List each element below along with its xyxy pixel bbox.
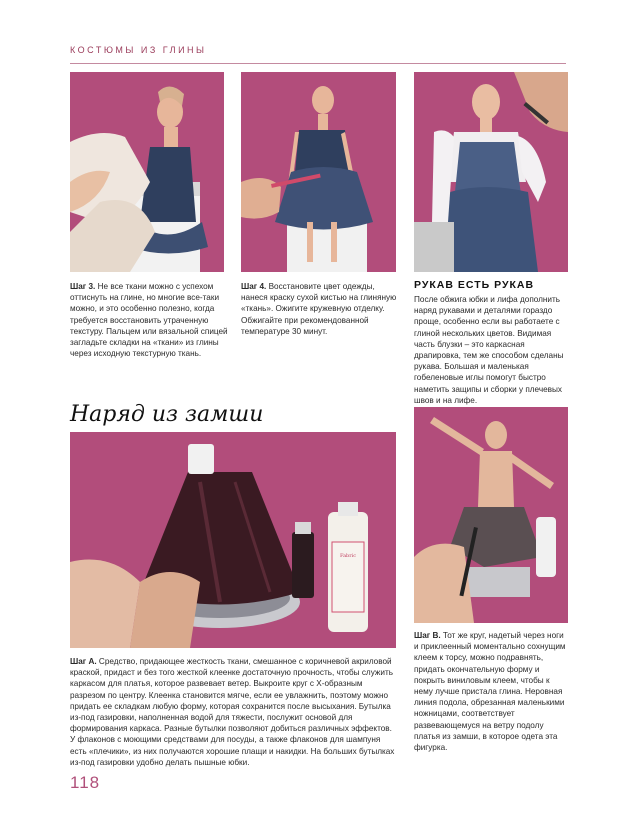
step-4-text: Восстановите цвет одежды, нанеся краску сухой кистью на глиняную «ткань». Ожигите кружевную отделку. Обжигайте при рекомендованной температуре 30 минут. [241,282,397,336]
caption-step-4 [241,281,399,337]
step-3-label: Шаг 3. [70,282,96,291]
running-header: КОСТЮМЫ ИЗ ГЛИНЫ [70,45,207,55]
photo-step-a [70,432,396,648]
header-rule [70,63,566,64]
section-title: Наряд из замши [70,402,264,427]
photo-step-4 [241,72,396,272]
step-a-label: Шаг А. [70,657,97,666]
step-b-text: Тот же круг, надетый через ноги и приклеенный моментально сохнущим клеем к торсу, можно подравнять, придать окончательную форму и покрыть виниловым клеем, чтобы к нему лучше пристала глина. Неровная линия подола, обрезанная маленькими ножницами, соответствует развевающемуся на ветру подолу платья из замши, в которое одета эта фигурка. [414,631,566,753]
step-b-label: Шаг В. [414,631,441,640]
caption-step-a [70,656,398,768]
photo-step-b [414,407,568,623]
page-number: 118 [70,773,101,792]
photo-sleeves [414,72,568,272]
step-a-text: Средство, придающее жесткость ткани, смешанное с коричневой акриловой краской, придаст и без того жесткой клеенке достаточную прочность, чтобы служить каркасом для платья, которое развевает ветер. Выкроите круг с Х-образным разрезом по центру. Клеенка становится мягче, если ее увлажнить, поэтому можно придать ее складкам любую форму, которая сохранится после высыхания. Бутылка из-под газировки, наполненная водой для тяжести, послужит основой для формирования каркаса. Разные бутылки позволяют добиться различных эффектов. У флаконов с моющими средствами для посуды, а также флаконов для шампуня есть «плечики», из них получаются хорошие плащи и накидки. На больших бутылках из-под газировки удобно делать пышные юбки. [70,657,395,767]
sleeve-heading: РУКАВ ЕСТЬ РУКАВ [414,279,535,291]
caption-step-3 [70,281,230,359]
step-3-text: Не все ткани можно с успехом оттиснуть на глине, но многие все-таки можно, и это особенно полезно, когда требуется восстановить утраченную текстуру. Пальцем или вязальной спицей загладьте складки на «ткани» из глины через исходную текстурную ткань. [70,282,228,359]
step-4-label: Шаг 4. [241,282,267,291]
caption-step-b [414,630,570,753]
photo-step-3 [70,72,224,272]
bottle-label-text: Fabric [339,553,357,559]
sleeve-text: После обжига юбки и лифа дополнить наряд рукавами и деталями гораздо проще, особенно если вы работаете с глиной нескольких цветов. Видимая часть блузки – это каркасная драпировка, тем же способом сделаны рукава. Большая и маленькая гобеленовые иглы помогут быстро наметить защипы и сборки у плечевых швов и на лифе. [414,295,564,405]
